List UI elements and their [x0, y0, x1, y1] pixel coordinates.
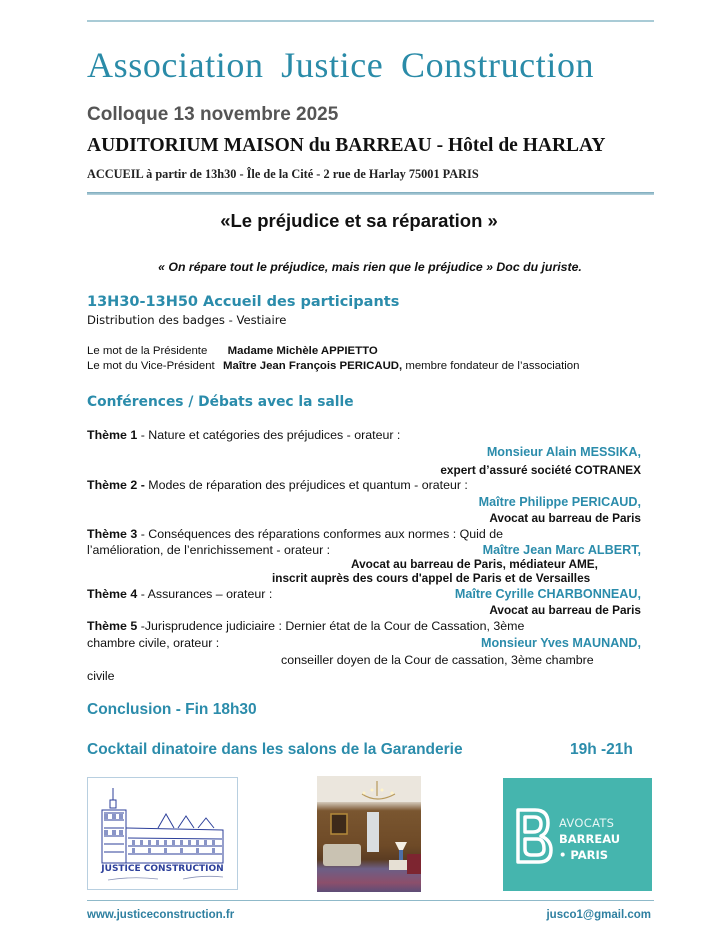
theme-1-label: Thème 1: [87, 428, 138, 442]
welcome-detail: Distribution des badges - Vestiaire: [87, 313, 287, 327]
theme-3-line: [87, 527, 503, 541]
theme-1-credentials: expert d’assuré société COTRANEX: [440, 463, 641, 477]
venue-address: ACCUEIL à partir de 13h30 - Île de la Cité - 2 rue de Harlay 75001 PARIS: [87, 167, 479, 181]
salon-photo: [317, 776, 421, 892]
theme-1-line: [87, 428, 400, 442]
email-link[interactable]: jusco1@gmail.com: [546, 909, 651, 921]
president-label: Le mot de la Présidente: [87, 345, 208, 357]
theme-3-speaker: Maître Jean Marc ALBERT,: [482, 543, 641, 557]
theme-5-text: -Jurisprudence judiciaire : Dernier état de la Cour de Cassation, 3ème: [137, 619, 525, 633]
theme-4-text: - Assurances – orateur :: [137, 587, 273, 601]
theme-5-credentials-2: civile: [87, 669, 115, 683]
conferences-heading: Conférences / Débats avec la salle: [87, 394, 354, 410]
top-divider: [87, 20, 654, 22]
theme-5-credentials-1: conseiller doyen de la Cour de cassation, 3ème chambre: [281, 653, 594, 667]
cocktail-time: 19h -21h: [570, 741, 633, 758]
theme-5-label: Thème 5: [87, 619, 138, 633]
theme-2-label: Thème 2 -: [87, 478, 145, 492]
theme-2-speaker: Maître Philippe PERICAUD,: [478, 495, 641, 509]
footer-divider: [87, 900, 654, 901]
vice-president-name: Maître Jean François PERICAUD,: [223, 360, 403, 372]
conclusion-heading: Conclusion - Fin 18h30: [87, 701, 257, 718]
justice-construction-logo: [87, 777, 238, 890]
theme-3-text: - Conséquences des réparations conformes aux normes : Quid de: [137, 527, 503, 541]
theme-quote: « On répare tout le préjudice, mais rien que le préjudice » Doc du juriste.: [158, 260, 582, 274]
colloque-theme-title: «Le préjudice et sa réparation »: [220, 210, 498, 231]
vice-president-line: [87, 360, 579, 372]
theme-1-text: - Nature et catégories des préjudices - orateur :: [137, 428, 401, 442]
venue-title: AUDITORIUM MAISON du BARREAU - Hôtel de HARLAY: [87, 135, 606, 156]
theme-5-speaker: Monsieur Yves MAUNAND,: [480, 636, 641, 650]
theme-1-speaker: Monsieur Alain MESSIKA,: [486, 445, 641, 459]
theme-3-credentials-1: Avocat au barreau de Paris, médiateur AME,: [351, 557, 598, 571]
theme-2-line: [87, 478, 468, 492]
barreau-logo-line-3: • PARIS: [559, 848, 609, 862]
theme-2-text: Modes de réparation des préjudices et quantum - orateur :: [144, 478, 468, 492]
header-divider: [87, 192, 654, 195]
theme-4-credentials: Avocat au barreau de Paris: [489, 603, 641, 617]
barreau-b-icon: [503, 778, 563, 891]
barreau-logo-line-2: BARREAU: [559, 832, 621, 846]
salon-interior-image: [317, 776, 421, 892]
president-name: Madame Michèle APPIETTO: [227, 345, 378, 357]
association-title: Association Justice Construction: [87, 45, 595, 85]
vice-president-role: membre fondateur de l’association: [402, 360, 580, 372]
theme-2-credentials: Avocat au barreau de Paris: [489, 511, 641, 525]
justice-construction-caption: JUSTICE CONSTRUCTION: [101, 864, 224, 874]
theme-5-line: [87, 619, 524, 633]
theme-3-label: Thème 3: [87, 527, 138, 541]
colloque-date: Colloque 13 novembre 2025: [87, 104, 339, 125]
vice-president-label: Le mot du Vice-Président: [87, 360, 215, 372]
theme-3-credentials-2: inscrit auprès des cours d'appel de Paris et de Versailles: [272, 571, 591, 585]
cocktail-heading: Cocktail dinatoire dans les salons de la Garanderie: [87, 741, 463, 758]
barreau-logo-line-1: AVOCATS: [559, 816, 615, 830]
welcome-heading: 13H30-13H50 Accueil des participants: [87, 294, 400, 310]
theme-4-line: [87, 587, 272, 601]
theme-3-line-2: l’amélioration, de l’enrichissement - orateur :: [87, 543, 331, 557]
president-line: [87, 345, 378, 357]
website-link[interactable]: www.justiceconstruction.fr: [87, 909, 235, 921]
barreau-paris-logo: [503, 778, 652, 891]
theme-4-label: Thème 4: [87, 587, 138, 601]
theme-4-speaker: Maître Cyrille CHARBONNEAU,: [454, 587, 641, 601]
theme-5-line-2: chambre civile, orateur :: [87, 636, 220, 650]
